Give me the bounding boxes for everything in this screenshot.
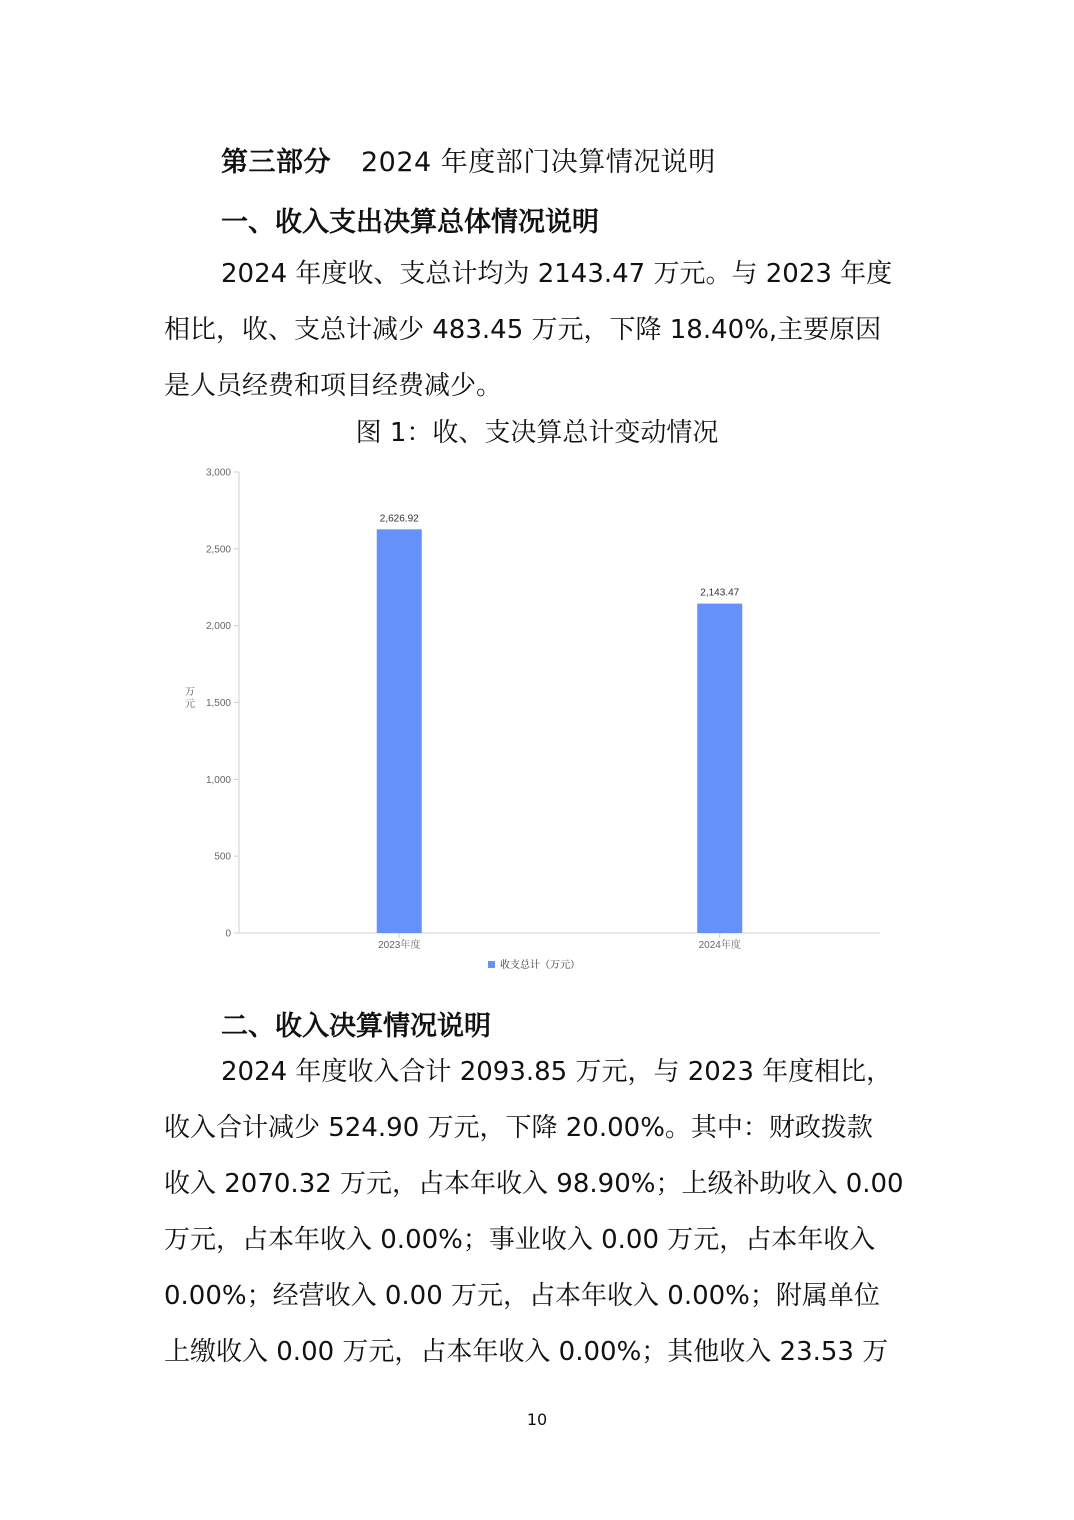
x-tick-label: 2023年度 [378,940,421,951]
section2-line: 2024 年度收入合计 2093.85 万元，与 2023 年度相比， [221,1057,893,1087]
section1-line: 2024 年度收、支总计均为 2143.47 万元。与 2023 年度 [221,259,893,289]
bar-data-label: 2,626.92 [379,513,419,525]
legend-label: 收支总计（万元） [500,960,580,971]
x-tick-label: 2024年度 [698,940,741,951]
part-heading [221,140,716,179]
y-tick-label: 1,000 [205,774,231,786]
bar-chart-svg [170,455,900,985]
part-label: 第三部分 [221,147,331,178]
y-tick-label: 2,500 [205,544,231,556]
bar-chart [170,455,900,985]
y-tick-label: 2,000 [205,621,231,633]
y-tick-label: 1,500 [205,698,231,709]
part-title: 2024 年度部门决算情况说明 [361,147,716,178]
section2-paragraph [164,1044,914,1380]
section1-line: 相比，收、支总计减少 483.45 万元，下降 18.40%,主要原因 [164,315,882,345]
section2-line: 万元，占本年收入 0.00%；事业收入 0.00 万元，占本年收入 [164,1225,876,1255]
figure-caption: 图 1：收、支决算总计变动情况 [355,418,719,448]
section2-line: 收入 2070.32 万元，占本年收入 98.90%；上级补助收入 0.00 [164,1169,904,1199]
legend-swatch [488,961,495,968]
y-tick-label: 500 [214,851,231,863]
section2-line: 收入合计减少 524.90 万元，下降 20.00%。其中：财政拨款 [164,1113,873,1143]
section2-line: 0.00%；经营收入 0.00 万元，占本年收入 0.00%；附属单位 [164,1281,880,1311]
bar [377,529,422,933]
bar [697,604,742,933]
y-tick-label: 0 [225,928,231,940]
section1-paragraph [164,246,914,414]
section1-title: 一、收入支出决算总体情况说明 [221,207,599,238]
y-axis-label: 万元 [185,687,195,710]
section1-line: 是人员经费和项目经费减少。 [164,371,503,401]
section2-line: 上缴收入 0.00 万元，占本年收入 0.00%；其他收入 23.53 万 [164,1337,889,1367]
bar-data-label: 2,143.47 [700,587,740,599]
section2-title: 二、收入决算情况说明 [221,1011,491,1042]
y-tick-label: 3,000 [205,467,231,479]
page-number: 10 [526,1410,548,1429]
